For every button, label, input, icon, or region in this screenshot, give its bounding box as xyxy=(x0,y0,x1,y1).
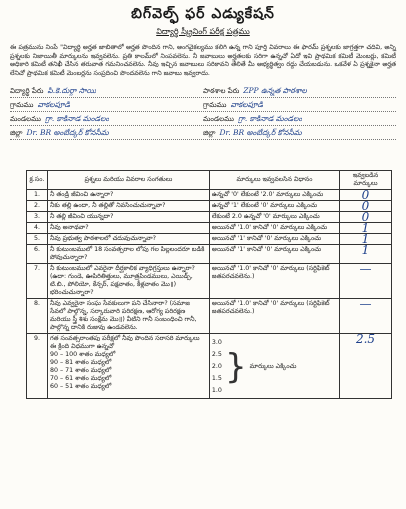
name-value[interactable]: పి.కె.దుర్గా సాయి xyxy=(47,86,97,96)
row-number: 5. xyxy=(27,234,48,245)
row-question-marks xyxy=(47,334,209,399)
table-row xyxy=(27,190,392,201)
row-question: నీవు ప్రభుత్వ పాఠశాలలో చదువుచున్నావా? xyxy=(47,234,209,245)
row-rule: అయినచో '1.0' కానిచో '0' మార్కులు ఎక్కించు xyxy=(209,223,339,234)
row-number: 9. xyxy=(27,334,48,399)
row-mark[interactable]: 0 xyxy=(339,190,391,201)
table-header-row xyxy=(27,171,392,190)
screening-table xyxy=(26,170,392,399)
row-question: నీవు అనాథవా? xyxy=(47,223,209,234)
row-question: నీకు తల్లి ఉందా, నీ తల్లితో నివసించుచున్నావా? xyxy=(47,201,209,212)
grade-values xyxy=(212,337,222,397)
table-row xyxy=(27,245,392,264)
grade-value: 1.0 xyxy=(211,387,222,394)
form-title: బిగ్‌వెల్ఫ్ ఫర్ ఎడ్యుకేషన్ xyxy=(131,6,275,22)
village2-label: గ్రామము xyxy=(203,101,227,110)
table-row xyxy=(27,334,392,399)
row-number: 7. xyxy=(27,264,48,299)
form-subtitle: విద్యార్థి స్క్రీనింగ్ పరీక్ష పత్రము xyxy=(156,27,250,36)
row-number: 6. xyxy=(27,245,48,264)
row-mark[interactable]: 1 xyxy=(339,245,391,264)
table-row xyxy=(27,299,392,334)
row-number: 3. xyxy=(27,212,48,223)
table-row xyxy=(27,212,392,223)
grade-cell xyxy=(209,334,339,399)
mandal-value[interactable]: గ్రా. కాకినాడ మండలం xyxy=(44,114,110,124)
district-value[interactable]: Dr. BR అంబేద్కర్ కోనసీమ xyxy=(26,128,109,138)
grade-value: 1.5 xyxy=(211,375,222,382)
row-mark[interactable]: 2.5 xyxy=(339,334,391,399)
grade-value: 2.5 xyxy=(211,351,222,358)
col-header-rule: మార్కులు ఇవ్వవలసిన విధానం xyxy=(209,171,339,190)
row-mark[interactable]: — xyxy=(339,299,391,334)
row-number: 1. xyxy=(27,190,48,201)
row-mark[interactable]: 0 xyxy=(339,212,391,223)
row-question: నీ కుటుంబములో ఎవరైనా దీర్ఘకాలిక వ్యాధిగ్రస్తులు ఉన్నారా? (ఉదా: గుండె, ఊపిరితిత్తులు, మూత్రపిండములు, ఎయిడ్స్, టి.బి., పోలియో, కేన్సర్, పక్షవాతం, కీళ్లవాతం మొ॥) భరించుచున్నారా? xyxy=(47,264,209,299)
row-rule: ఉన్నచో '1' లేకుంటే '0' మార్కులు ఎక్కించు xyxy=(209,201,339,212)
col-header-marks: ఇవ్వబడిన మార్కులు xyxy=(339,171,391,190)
grade-value: 2.0 xyxy=(211,363,222,370)
row-number: 2. xyxy=(27,201,48,212)
mandal2-value[interactable]: గ్రా. కాకినాడ మండలం xyxy=(237,114,303,124)
intro-paragraph: ఈ పత్రమును నింపే "విద్యార్థి అర్హత జాబితాలో అర్హత పొందిన గాని, అంగవైకల్యము కలిగి ఉన్న గాని పూర్తి వివరాలు ఈ ఫారమ్ ప్రశ్నలకు జాగ్రత్తగా చదివి, అన్ని ప్రశ్నలకు నిజాయితీ మార్కులను ఇవ్వవలెను. ప్రతి కాలమ్‌లో నింపవలెను. నీ జవాబులు అర్హతలకు సరిగా ఉన్నచో ఏదో ఇవి ప్రాథమిక కమిటీ మెంబర్లు, కమిటీ అధికారి కమిటీ తనిఖీ చేసిన తరువాత గమనించవలెను. నీవు ఇచ్చిన జవాబులు సరికావని తేలితే మీ అభ్యర్థిత్వం రద్దు చేయబడును. ఒకవేళ ఏ ప్రశ్నకైనా అర్హత లేనిచో ప్రాథమిక కమిటీ మెంబర్లను సంప్రదించి పొందవలెను గాని జవాబు ఇవ్వరాదు. xyxy=(10,44,396,77)
district-label: జిల్లా xyxy=(10,129,23,138)
district2-label: జిల్లా xyxy=(203,129,216,138)
range-item: 90 – 81 శాతం మధ్యలో xyxy=(49,359,112,366)
row-question: నీ తండ్రి జీవించి ఉన్నారా? xyxy=(47,190,209,201)
mandal-label: మండలము xyxy=(10,115,41,124)
col-header-question: ప్రశ్నలు మరియు వివరాల సంగతులు xyxy=(47,171,209,190)
row-rule: ఉన్నచో '0' లేకుంటే '2.0' మార్కులు ఎక్కించు xyxy=(209,190,339,201)
row-number: 8. xyxy=(27,299,48,334)
district2-value[interactable]: Dr. BR అంబేద్కర్ కోనసీమ xyxy=(219,128,302,138)
school-label: పాఠశాల పేరు xyxy=(203,87,240,96)
col-header-number: క్ర.సం. xyxy=(27,171,48,190)
row-mark[interactable]: — xyxy=(339,264,391,299)
table-row xyxy=(27,264,392,299)
table-row xyxy=(27,234,392,245)
row-rule: అయినచో '1.0' కానిచో '0' మార్కులు (సర్టిఫికెట్ జతపరచవలెను.) xyxy=(209,264,339,299)
row-question: గత సంవత్సరాంతపు పరీక్షలో నీవు పొందిన సరాసరి మార్కులు ఈ క్రింది విధముగా ఉన్నచో xyxy=(49,335,200,350)
row-question: నీ తల్లి జీవించి యున్నదా? xyxy=(47,212,209,223)
row-mark[interactable]: 1 xyxy=(339,223,391,234)
village-label: గ్రామము xyxy=(10,101,34,110)
row-question: నీవు ఎవ్వరైనా సంఘ సేవకులుగా పని చేసినారా? (సమాజ సేవలో పాల్గొన్న, సర్కారువారి పరిరక్షణ, ఆరోగ్య పరిరక్షణ మరియు స్త్రీ శిశు సంక్షేమ మొ॥) వీటిని గానీ సంబంధించి గానీ, పాల్గొన్న దానికి రుజువు ఉండవలెను. xyxy=(47,299,209,334)
row-rule: మార్కులు ఎక్కించు xyxy=(249,363,297,370)
grade-value: 3.0 xyxy=(211,339,222,346)
table-row xyxy=(27,201,392,212)
brace-icon: } xyxy=(224,347,247,387)
row-mark[interactable]: 1 xyxy=(339,234,391,245)
row-rule: అయినచో '1' కానిచో '0' మార్కులు ఎక్కించు xyxy=(209,245,339,264)
range-item: 90 – 100 శాతం మధ్యలో xyxy=(49,351,116,358)
row-rule: అయినచో '1.0' కానిచో '0' మార్కులు (సర్టిఫికెట్ జతపరచవలెను.) xyxy=(209,299,339,334)
name-label: విద్యార్థి పేరు xyxy=(10,87,44,96)
village-value[interactable]: వాకలపూడి xyxy=(37,100,70,110)
row-number: 4. xyxy=(27,223,48,234)
table-row xyxy=(27,223,392,234)
school-value[interactable]: ZPP ఉన్నత పాఠశాల xyxy=(243,86,307,96)
range-item: 60 – 51 శాతం మధ్యలో xyxy=(49,383,112,390)
range-item: 70 – 61 శాతం మధ్యలో xyxy=(49,375,112,382)
range-item: 80 – 71 శాతం మధ్యలో xyxy=(49,367,112,374)
row-mark[interactable]: 0 xyxy=(339,201,391,212)
mandal2-label: మండలము xyxy=(203,115,234,124)
row-rule: అయినచో '1' కానిచో '0' మార్కులు ఎక్కించు xyxy=(209,234,339,245)
village2-value[interactable]: వాకలపూడి xyxy=(230,100,263,110)
row-question: నీ కుటుంబములో 18 సంవత్సరాల లోపు గల పిల్లలందరూ బడికి పోవుచున్నారా? xyxy=(47,245,209,264)
student-details xyxy=(10,84,396,140)
row-rule: లేకుంటే 2.0 ఉన్నచో '0' మార్కులు ఎక్కించు xyxy=(209,212,339,223)
